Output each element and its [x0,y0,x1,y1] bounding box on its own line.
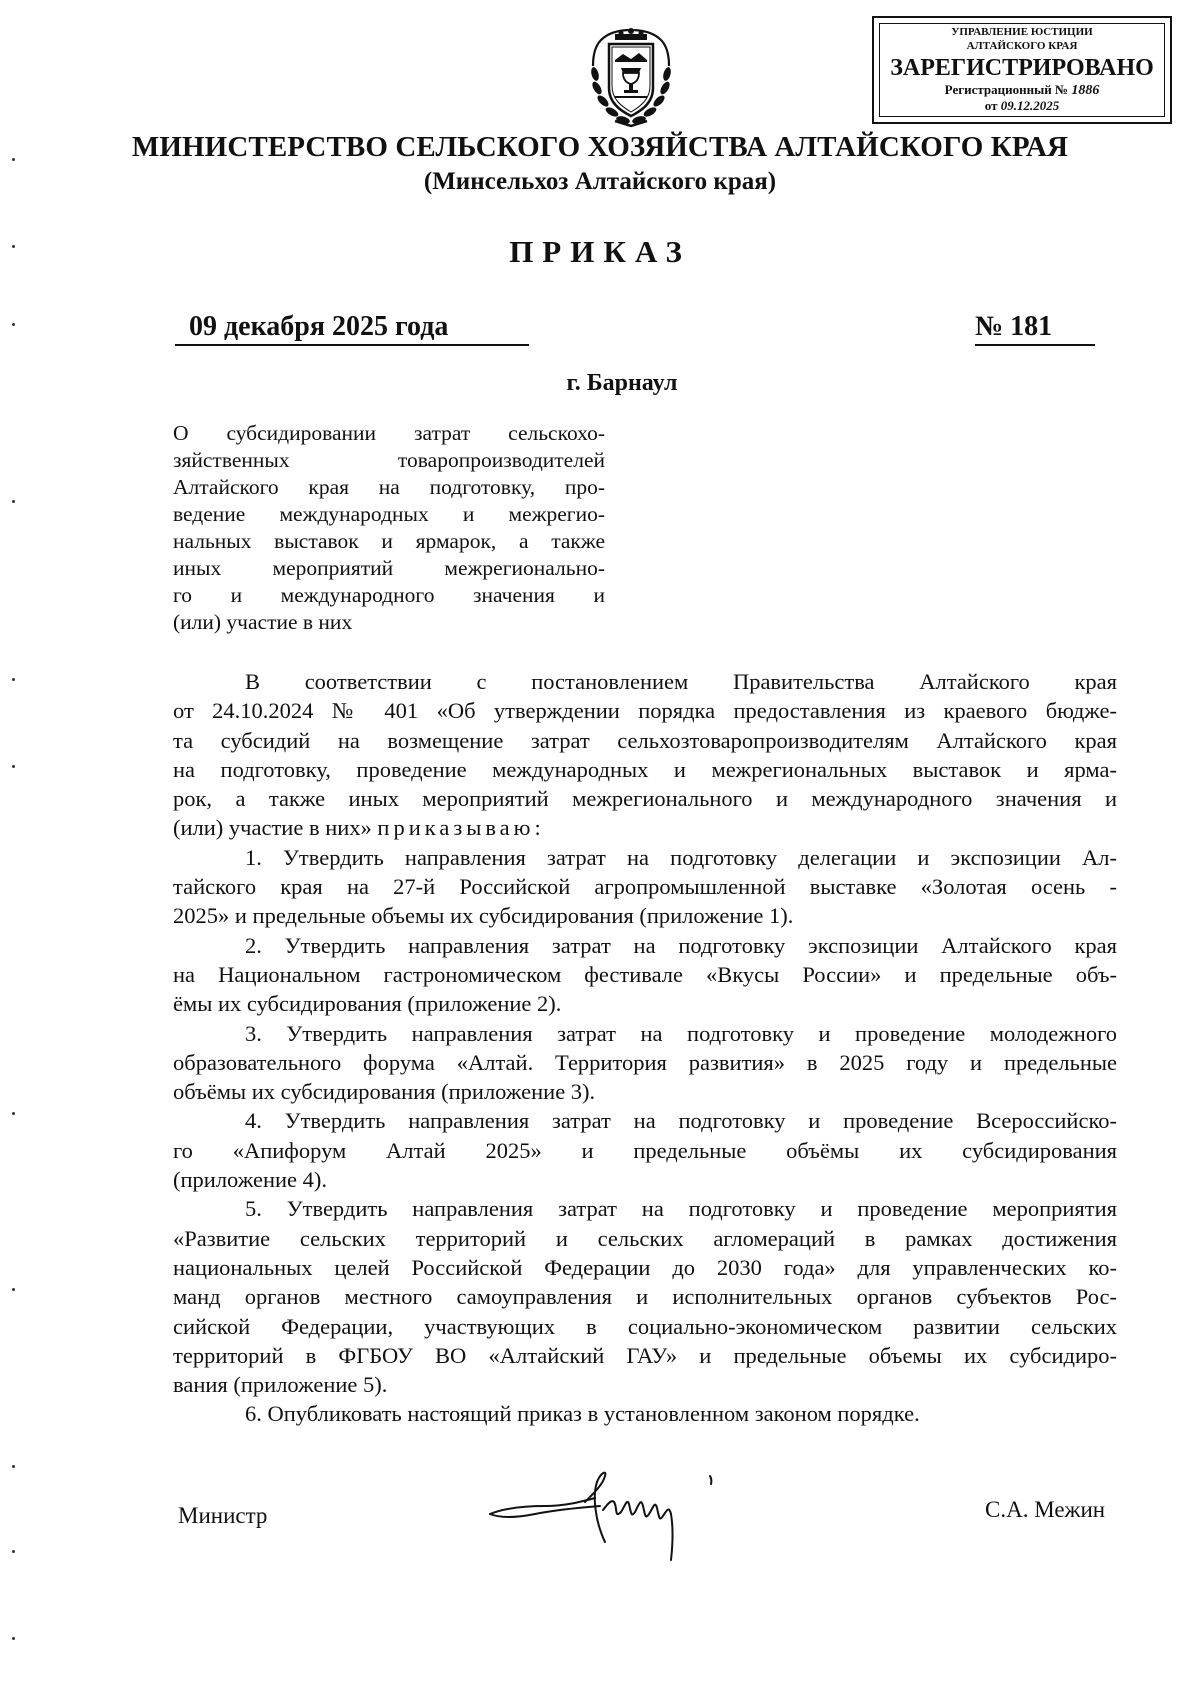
body-line [173,1399,1117,1428]
body-line-text: объёмы их субсидирования (приложение 3). [173,1079,596,1105]
decree-word: приказываю: [377,815,545,841]
body-line-text: «Развитие сельских территорий и сельских агломераций в рамках достижения [173,1225,1117,1251]
scan-margin-speck [12,158,15,161]
document-type-title: ПРИКАЗ [509,234,691,269]
body-line [173,755,1117,784]
body-line [173,726,1117,755]
stamp-reg-label: Регистрационный № [944,82,1069,97]
body-line [173,1136,1117,1165]
body-line-text: рок, а также иных мероприятий межрегионального и международного значения и [173,786,1117,812]
order-date: 09 декабря 2025 года [175,310,529,346]
body-line-text: вания (приложение 5). [173,1372,388,1398]
stamp-date-line [880,98,1164,113]
body-line-text: 6. Опубликовать настоящий приказ в установленном законом порядке. [245,1401,920,1427]
order-body [173,667,1117,1429]
handwritten-signature [485,1462,755,1572]
body-line [173,1106,1117,1135]
scan-margin-speck [12,1637,15,1640]
stamp-registration-line [880,82,1164,98]
body-line-text: 4. Утвердить направления затрат на подготовку и проведение Всероссийско- [245,1108,1117,1134]
stamp-reg-number: 1886 [1071,83,1100,98]
scan-margin-speck [12,765,15,768]
body-line [173,1165,1117,1194]
body-line-text: В соответствии с постановлением Правительства Алтайского края [245,669,1117,694]
body-line-text: манд органов местного самоуправления и исполнительных органов субъектов Рос- [173,1284,1117,1310]
registration-stamp [872,16,1172,124]
body-line [173,667,1117,696]
body-line-text: 2. Утвердить направления затрат на подготовку экспозиции Алтайского края [245,932,1117,958]
body-line-text: территорий в ФГБОУ ВО «Алтайский ГАУ» и предельные объемы их субсидиро- [173,1342,1117,1368]
stamp-inner-border [879,23,1165,117]
scan-margin-speck [12,1465,15,1468]
body-line-text: на Национальном гастрономическом фестивале «Вкусы России» и предельные объ- [173,961,1117,987]
body-line-text: ёмы их субсидирования (приложение 2). [173,991,562,1017]
body-line [173,1370,1117,1399]
scan-margin-speck [12,323,15,326]
body-line [173,989,1117,1018]
body-line [173,1253,1117,1282]
stamp-reg-date: 09.12.2025 [1000,98,1060,113]
body-line [173,1019,1117,1048]
body-line [173,901,1117,930]
body-line-text: 1. Утвердить направления затрат на подготовку делегации и экспозиции Ал- [245,844,1117,870]
stamp-department-line1: УПРАВЛЕНИЕ ЮСТИЦИИ [951,26,1093,38]
subject-line: О субсидировании затрат сельскохо- [173,421,605,445]
stamp-status: ЗАРЕГИСТРИРОВАНО [890,55,1154,81]
body-line [173,784,1117,813]
body-line-text: образовательного форума «Алтай. Территория развития» в 2025 году и предельные [173,1049,1117,1075]
scan-margin-speck [12,245,15,248]
signatory-position: Министр [178,1503,268,1528]
subject-line: нальных выставок и ярмарок, а также [173,529,605,553]
body-line-text: го «Апифорум Алтай 2025» и предельные объёмы их субсидирования [173,1137,1117,1163]
body-line [173,1077,1117,1106]
body-line-text: 5. Утвердить направления затрат на подготовку и проведение мероприятия [245,1196,1117,1222]
subject-line: (или) участие в них [173,610,353,634]
body-line [173,1282,1117,1311]
body-line-text: тайского края на 27-й Российской агропромышленной выставке «Золотая осень - [173,874,1117,900]
subject-line: иных мероприятий межрегионально- [173,556,605,580]
body-line-text: 3. Утвердить направления затрат на подготовку и проведение молодежного [245,1020,1117,1046]
order-city: г. Барнаул [566,370,678,396]
coat-of-arms-emblem [585,26,677,130]
body-line [173,1224,1117,1253]
body-line-text: та субсидий на возмещение затрат сельхозтоваропроизводителям Алтайского края [173,727,1117,753]
ministry-title: МИНИСТЕРСТВО СЕЛЬСКОГО ХОЗЯЙСТВА АЛТАЙСКОГО КРАЯ [131,131,1069,163]
subject-line: зяйственных товаропроизводителей [173,448,605,472]
body-line [173,1312,1117,1341]
subject-line: ведение международных и межрегио- [173,502,605,526]
scan-margin-speck [12,1112,15,1115]
body-line [173,1341,1117,1370]
body-line [173,1048,1117,1077]
ministry-short-name: (Минсельхоз Алтайского края) [423,168,777,195]
stamp-date-label: от [984,98,998,113]
body-line-text: на подготовку, проведение международных и межрегиональных выставок и ярма- [173,756,1117,782]
body-line [173,696,1117,725]
body-line [173,931,1117,960]
body-line-text: (приложение 4). [173,1167,328,1193]
body-line [173,872,1117,901]
stamp-department-line2: АЛТАЙСКОГО КРАЯ [966,40,1078,52]
order-subject [173,420,605,636]
order-number: № 181 [975,310,1095,346]
body-line [173,843,1117,872]
body-line [173,960,1117,989]
body-line-text: от 24.10.2024 № 401 «Об утверждении порядка предоставления из краевого бюдже- [173,698,1117,724]
signatory-name: С.А. Межин [985,1497,1106,1522]
scan-margin-speck [12,1550,15,1553]
body-line-text: сийской Федерации, участвующих в социально-экономическом развитии сельских [173,1313,1117,1339]
subject-line: Алтайского края на подготовку, про- [173,475,605,499]
scan-margin-speck [12,500,15,503]
body-line-text: 2025» и предельные объемы их субсидирования (приложение 1). [173,903,794,929]
body-line [173,1194,1117,1223]
subject-line: го и международного значения и [173,583,605,607]
body-line [173,813,1117,842]
body-line-text: (или) участие в них» [173,815,372,841]
scan-margin-speck [12,678,15,681]
body-line-text: национальных целей Российской Федерации до 2030 года» для управленческих ко- [173,1254,1117,1280]
scan-margin-speck [12,1288,15,1291]
